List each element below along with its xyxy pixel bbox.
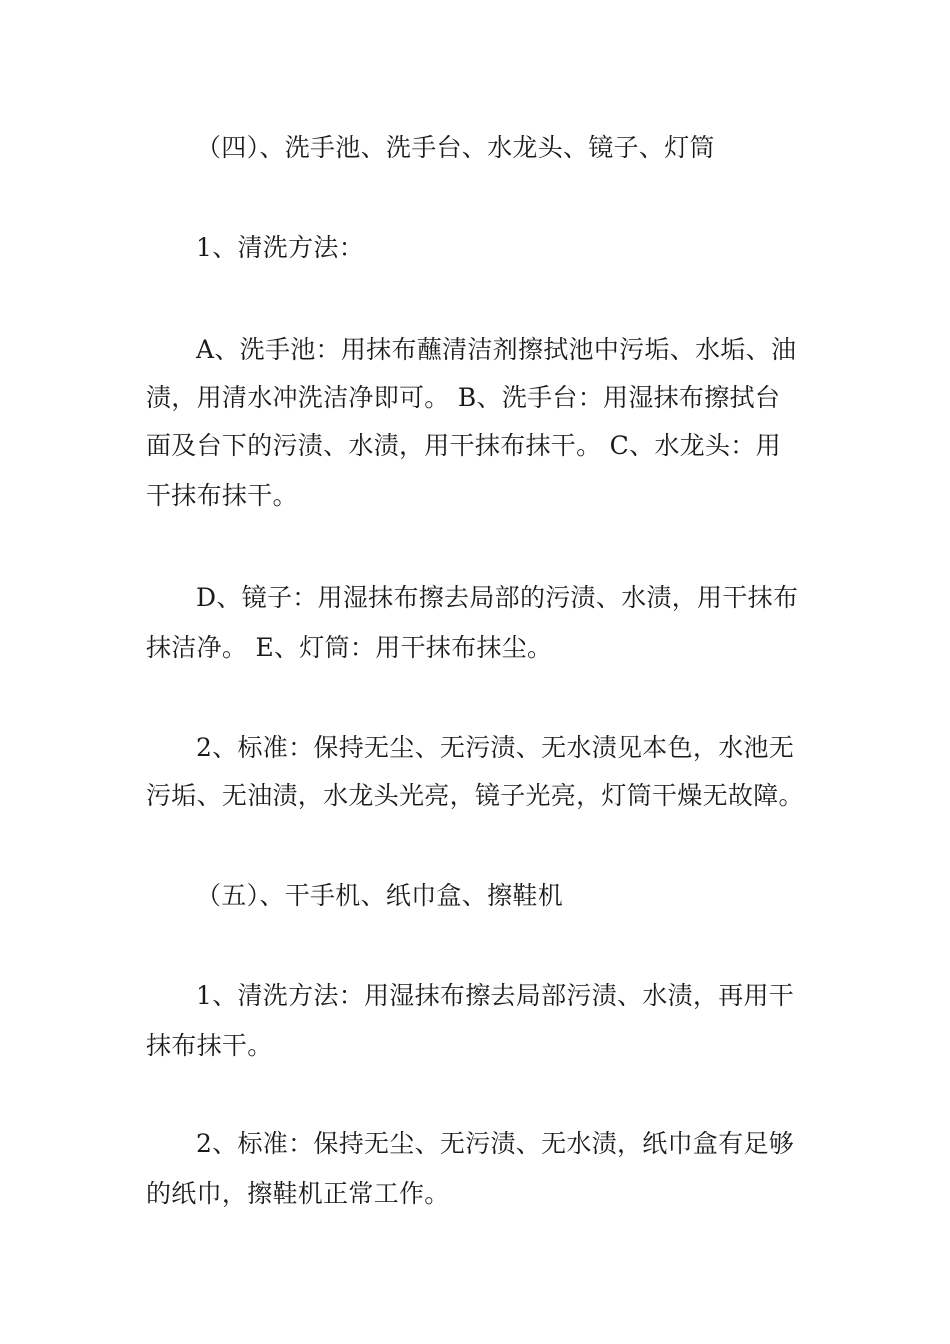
section-4-method-heading: 1、清洗方法： xyxy=(196,233,365,262)
section-4-standard-line-1: 2、标准：保持无尘、无污渍、无水渍见本色，水池无 xyxy=(196,733,795,762)
paragraph-abc-line-3: 面及台下的污渍、水渍，用干抹布抹干。 C、水龙头：用 xyxy=(146,431,781,460)
section-4-heading: （四）、洗手池、洗手台、水龙头、镜子、灯筒 xyxy=(196,133,715,162)
section-5-standard-line-2: 的纸巾，擦鞋机正常工作。 xyxy=(146,1179,450,1208)
paragraph-abc-line-4: 干抹布抹干。 xyxy=(146,481,298,510)
paragraph-de-line-2: 抹洁净。 E、灯筒：用干抹布抹尘。 xyxy=(146,633,553,662)
section-5-heading: （五）、干手机、纸巾盒、擦鞋机 xyxy=(196,881,564,910)
section-5-standard-line-1: 2、标准：保持无尘、无污渍、无水渍，纸巾盒有足够 xyxy=(196,1129,795,1158)
paragraph-de-line-1: D、镜子：用湿抹布擦去局部的污渍、水渍，用干抹布 xyxy=(196,583,799,612)
section-5-method-line-2: 抹布抹干。 xyxy=(146,1031,273,1060)
section-5-method-line-1: 1、清洗方法：用湿抹布擦去局部污渍、水渍，再用干 xyxy=(196,981,795,1010)
paragraph-abc-line-2: 渍，用清水冲洗洁净即可。 B、洗手台：用湿抹布擦拭台 xyxy=(146,383,781,412)
paragraph-abc-line-1: A、洗手池：用抹布蘸清洁剂擦拭池中污垢、水垢、油 xyxy=(196,335,797,364)
section-4-standard-line-2: 污垢、无油渍，水龙头光亮，镜子光亮，灯筒干燥无故障。 xyxy=(146,781,804,810)
